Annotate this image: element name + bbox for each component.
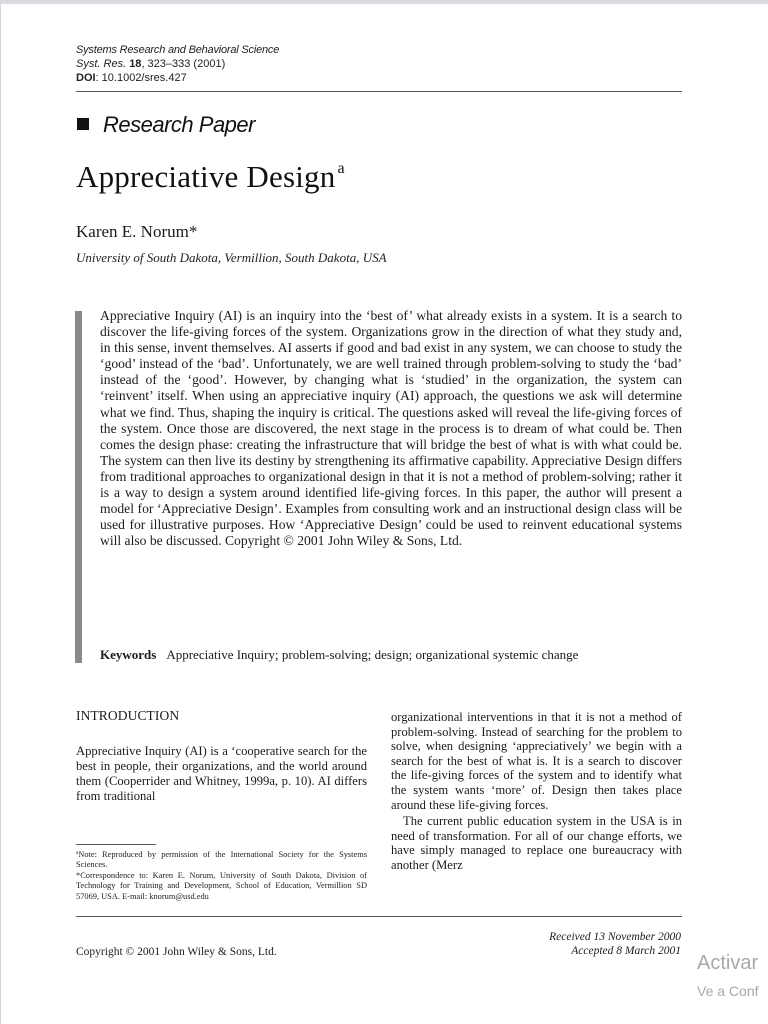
journal-reference [76, 57, 279, 71]
footnote-rule [76, 844, 156, 845]
viewer-top-strip [1, 1, 768, 4]
journal-name: Systems Research and Behavioral Science [76, 44, 280, 56]
abstract-text: Appreciative Inquiry (AI) is an inquiry into the ‘best of’ what already exists in a system. It is a search to discover the life-giving forces of the system. Organizations grow in the direction of what they study and, in this sense, invent themselves. AI asserts if good and bad exist in any system, we can choose to study the ‘good’ instead of the ‘bad’. Unfortunately, we are well trained through problem-solving to study the ‘bad’ instead of the ‘good’. However, by changing what is ‘studied’ in the organization, the system can ‘reinvent’ itself. When using an appreciative inquiry (AI) approach, the questions we ask will determine what we find. Thus, shaping the inquiry is critical. The questions asked will reveal the life-giving forces of the system. Once those are discovered, the next stage in the process is to dream of what could be. Then comes the design phase: creating the infrastructure that will bridge the best of what is with what could be. The system can then live its destiny by strengthening its affirmative capability. Appreciative Design differs from traditional approaches to organizational design in that it is not a method of problem-solving; rather it is a way to design a system around identified life-giving forces. In this paper, the author will present a model for ‘Appreciative Design’. Examples from consulting work and an instructional design class will be used for illustrative purposes. How ‘Appreciative Design’ could be used to reinvent educational systems will also be discussed. Copyright © 2001 John Wiley & Sons, Ltd. [100, 308, 682, 549]
intro-right-paragraph-1: organizational interventions in that it is not a method of problem-solving. Instead of searching for the problem to solve, when designing ‘appreciatively’ we begin with a search for the best of what is. It is a search to discover the life-giving forces of the system and to identify what the system wants ‘more’ of. Design then takes place around these life-giving forces. [391, 710, 682, 812]
journal-doi [76, 71, 279, 85]
intro-left-paragraph: Appreciative Inquiry (AI) is a ‘cooperative search for the best in people, their organizations, and the world around them (Cooperrider and Whitney, 1999a, p. 10). AI differs from traditional [76, 744, 367, 803]
received-dates [549, 930, 681, 958]
keywords [100, 647, 682, 663]
keywords-text: Appreciative Inquiry; problem-solving; design; organizational systemic change [166, 647, 579, 662]
journal-header [76, 43, 279, 85]
footer-copyright: Copyright © 2001 John Wiley & Sons, Ltd. [76, 946, 277, 958]
author-affiliation: University of South Dakota, Vermillion, South Dakota, USA [76, 250, 387, 265]
footnote-correspondence: *Correspondence to: Karen E. Norum, University of South Dakota, Division of Technology for Training and Development, School of Education, Vermillion SD 57069, USA. E-mail: knorum@usd.edu [76, 870, 367, 901]
introduction-heading: INTRODUCTION [76, 708, 180, 723]
title-superscript: a [337, 160, 345, 177]
journal-pages: , 323–333 (2001) [141, 58, 226, 70]
paper-title-text: Appreciative Design [76, 159, 336, 194]
journal-abbrev: Syst. Res. [76, 58, 127, 70]
author-name: Karen E. Norum* [76, 222, 198, 241]
intro-right-paragraph-2: The current public education system in the USA is in need of transformation. For all of our change efforts, we have simply managed to replace one bureaucracy with another (Merz [391, 814, 682, 872]
left-column [76, 708, 367, 804]
footnote-note: ªNote: Reproduced by permission of the International Society for the Systems Sciences. [76, 850, 367, 870]
section-label-text: Research Paper [103, 112, 255, 137]
windows-activation-watermark [697, 949, 759, 1005]
header-rule [76, 91, 682, 92]
abstract-side-bar [75, 311, 82, 663]
doi-label: DOI [76, 72, 96, 84]
paper-title [76, 159, 345, 195]
doi-value: : 10.1002/sres.427 [95, 72, 187, 84]
watermark-line-1: Activar [697, 952, 759, 974]
footnotes [76, 850, 367, 902]
journal-volume: 18 [129, 58, 142, 70]
footer-rule [76, 916, 682, 917]
accepted-date: Accepted 8 March 2001 [571, 945, 681, 957]
keywords-label: Keywords [100, 647, 157, 662]
received-date: Received 13 November 2000 [549, 931, 681, 943]
section-label [77, 112, 255, 138]
watermark-line-2: Ve a Conf [697, 983, 759, 999]
right-column [391, 710, 682, 873]
square-bullet-icon [77, 118, 89, 130]
